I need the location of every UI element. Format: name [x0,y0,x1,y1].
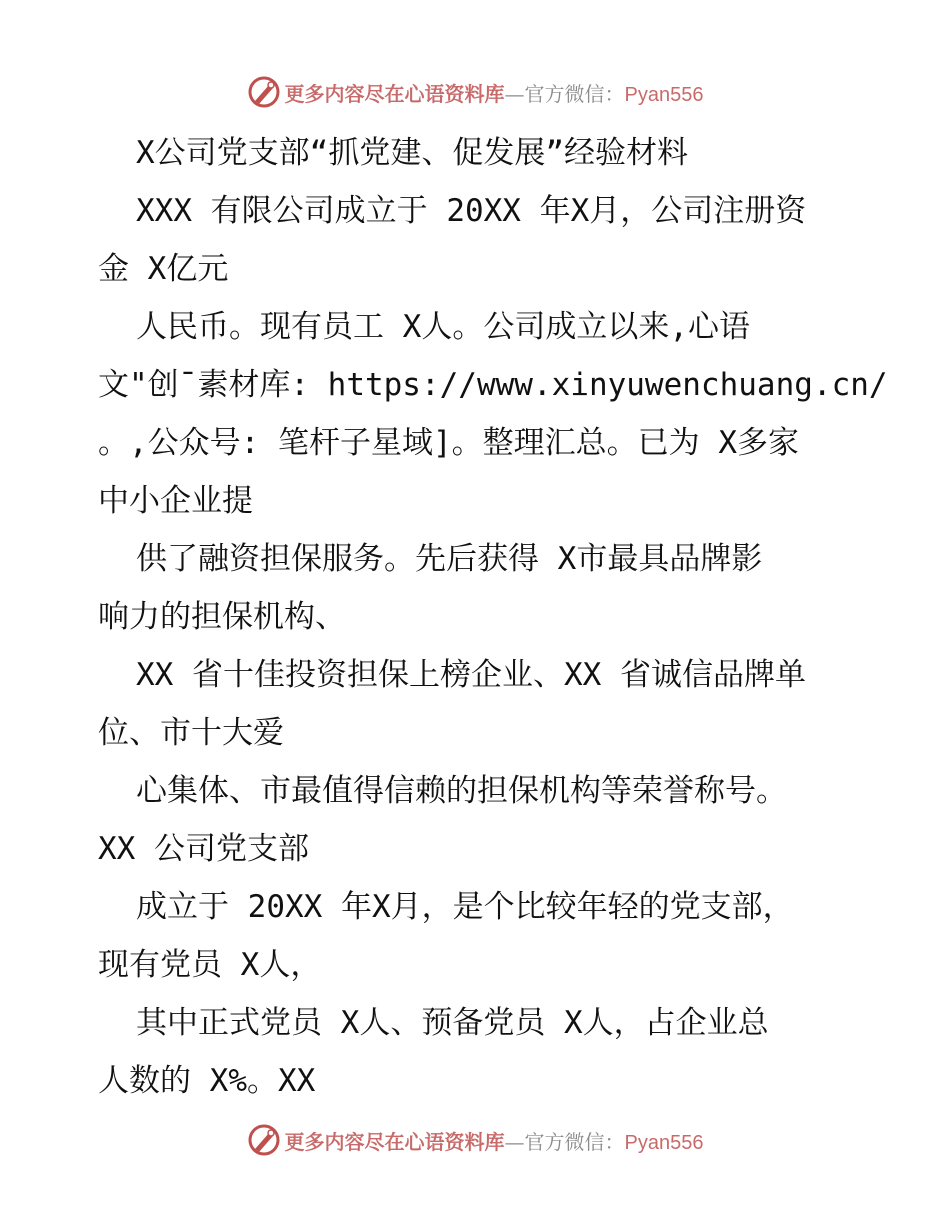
header-watermark-id: Pyan556 [624,83,704,106]
doc-line: 位、市十大爱 [98,715,284,751]
doc-line: 现有党员 X人， [98,947,322,983]
footer-watermark-title: 更多内容尽在心语资料库 [284,1129,505,1154]
doc-line: XXX 有限公司成立于 20XX 年X月，公司注册资 [136,193,807,229]
doc-line: 响力的担保机构、 [98,599,346,635]
doc-line: 。,公众号: 笔杆子星域]。整理汇总。已为 X多家 [98,425,799,461]
doc-line: 人数的 X%。XX [98,1063,316,1099]
footer-watermark [0,1120,950,1160]
document-body [98,124,888,1110]
doc-line: 供了融资担保服务。先后获得 X市最具品牌影 [136,541,763,577]
header-watermark-dash: —官方微信： [504,81,625,106]
header-watermark-title: 更多内容尽在心语资料库 [284,81,505,106]
pen-logo-icon [247,75,281,109]
doc-title: X公司党支部“抓党建、促发展”经验材料 [136,135,688,171]
doc-line: 心集体、市最值得信赖的担保机构等荣誉称号。 [136,773,787,809]
doc-line: 其中正式党员 X人、预备党员 X人，占企业总 [136,1005,769,1041]
doc-line: XX 公司党支部 [98,831,309,867]
doc-line: 成立于 20XX 年X月，是个比较年轻的党支部， [136,889,794,925]
footer-watermark-id: Pyan556 [624,1131,704,1154]
doc-line: XX 省十佳投资担保上榜企业、XX 省诚信品牌单 [136,657,806,693]
footer-watermark-dash: —官方微信： [504,1129,625,1154]
doc-line: 金 X亿元 [98,251,229,287]
pen-logo-icon [247,1123,281,1157]
doc-line: 人民币。现有员工 X人。公司成立以来,心语 [136,309,750,345]
doc-line: 文"创¯素材库: https://www.xinyuwenchuang.cn/ [98,367,888,403]
doc-line: 中小企业提 [98,483,253,519]
header-watermark [0,72,950,112]
